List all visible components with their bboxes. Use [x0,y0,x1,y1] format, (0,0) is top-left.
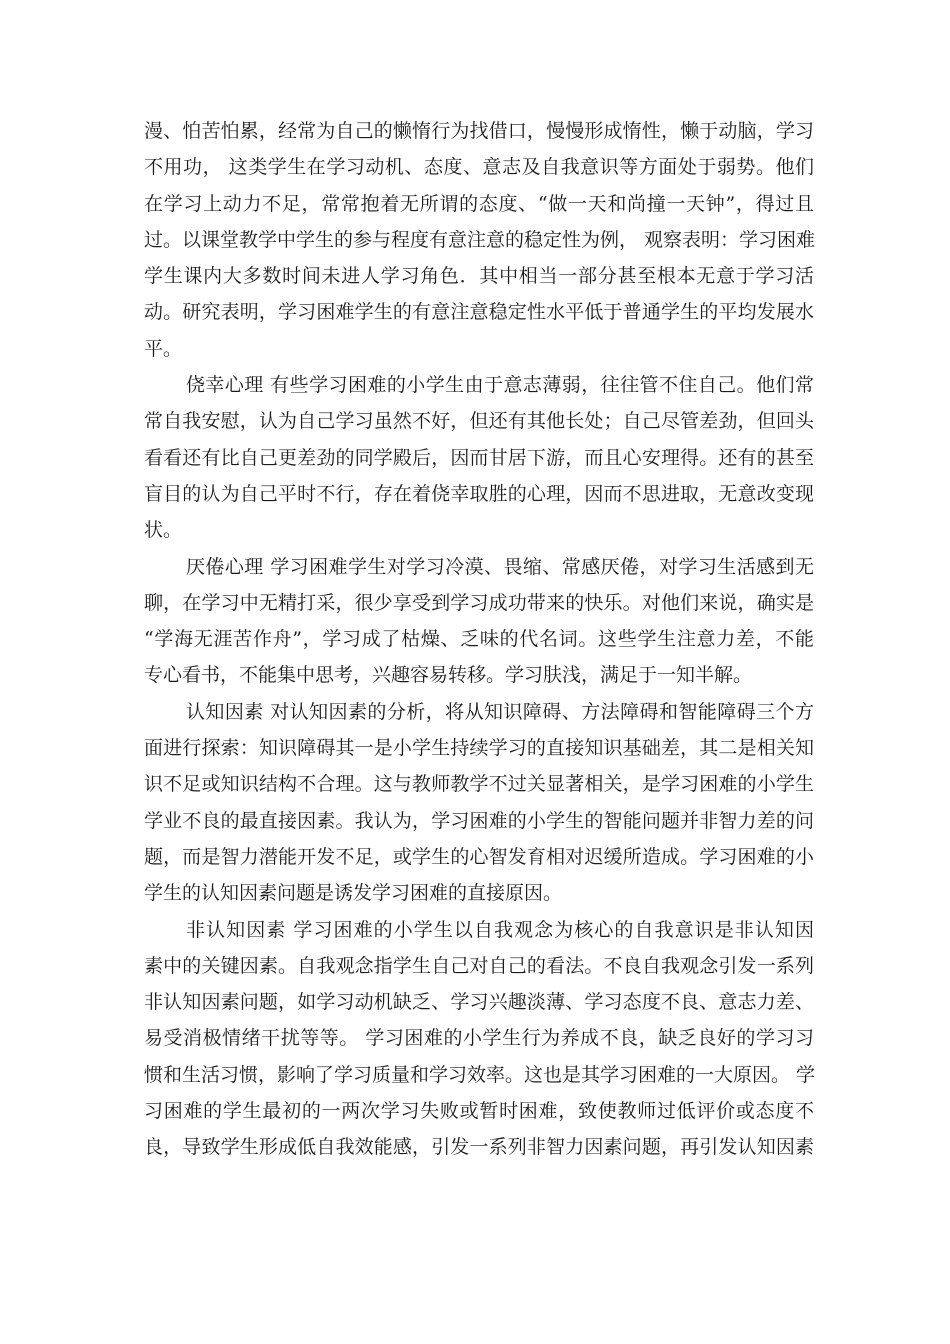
text-line: 厌倦心理 学习困难学生对学习冷漠、畏缩、常感厌倦，对学习生活感到无 [186,555,814,578]
paragraph-non-cognitive-factors [144,912,814,1166]
paragraph-luck-mentality [144,367,814,548]
text-line: 过。以课堂教学中学生的参与程度有意注意的稳定性为例， 观察表明：学习困难 [144,228,816,251]
text-line: 侥幸心理 有些学习困难的小学生由于意志薄弱，往往管不住自己。他们常 [186,374,814,397]
text-line: 认知因素 对认知因素的分析，将从知识障碍、方法障碍和智能障碍三个方 [186,700,814,723]
text-line: 惯和生活习惯，影响了学习质量和学习效率。这也是其学习困难的一大原因。 学 [144,1063,816,1086]
text-line: 面进行探索：知识障碍其一是小学生持续学习的直接知识基础差，其二是相关知 [144,737,814,760]
text-line: 动。研究表明，学习困难学生的有意注意稳定性水平低于普通学生的平均发展水 [144,301,814,324]
text-line: 良，导致学生形成低自我效能感，引发一系列非智力因素问题，再引发认知因素 [144,1136,814,1159]
text-line: 非认知因素 学习困难的小学生以自我观念为核心的自我意识是非认知因 [186,918,814,941]
paragraph-weariness-mentality [144,549,814,694]
text-line: 识不足或知识结构不合理。这与教师教学不过关显著相关，是学习困难的小学生 [144,773,814,796]
text-line: 在学习上动力不足，常常抱着无所谓的态度、“做一天和尚撞一天钟”，得过且 [144,192,814,215]
paragraph-motivation-continued [144,113,814,367]
text-line: 学生的认知因素问题是诱发学习困难的直接原因。 [144,882,563,905]
text-line: 专心看书，不能集中思考，兴趣容易转移。学习肤浅，满足于一知半解。 [144,664,753,687]
text-line: 盲目的认为自己平时不行，存在着侥幸取胜的心理，因而不思进取，无意改变现 [144,482,814,505]
text-line: 漫、怕苦怕累，经常为自己的懒惰行为找借口，慢慢形成惰性，懒于动脑，学习 [144,120,814,142]
text-line: 平。 [144,337,183,360]
body-text [144,113,814,1166]
text-line: 易受消极情绪干扰等等。 学习困难的小学生行为养成不良，缺乏良好的学习习 [144,1027,814,1050]
text-line: “学海无涯苦作舟”，学习成了枯燥、乏味的代名词。这些学生注意力差，不能 [144,628,814,651]
text-line: 不用功， 这类学生在学习动机、态度、意志及自我意识等方面处于弱势。他们 [144,156,814,179]
text-line: 学生课内大多数时间未进人学习角色．其中相当一部分甚至根本无意于学习活 [144,265,814,288]
text-line: 聊，在学习中无精打采，很少享受到学习成功带来的快乐。对他们来说，确实是 [144,591,814,614]
text-line: 素中的关键因素。自我观念指学生自己对自己的看法。不良自我观念引发一系列 [144,954,814,977]
text-line: 习困难的学生最初的一两次学习失败或暂时困难，致使教师过低评价或态度不 [144,1100,814,1123]
text-line: 题，而是智力潜能开发不足，或学生的心智发育相对迟缓所造成。学习困难的小 [144,845,814,868]
text-line: 常自我安慰，认为自己学习虽然不好，但还有其他长处；自己尽管差劲，但回头 [144,410,814,433]
text-line: 状。 [144,519,183,542]
text-line: 看看还有比自己更差劲的同学殿后，因而甘居下游，而且心安理得。还有的甚至 [144,446,814,469]
text-line: 非认知因素问题，如学习动机缺乏、学习兴趣淡薄、学习态度不良、意志力差、 [144,991,814,1014]
text-line: 学业不良的最直接因素。我认为，学习困难的小学生的智能问题并非智力差的问 [144,809,814,832]
paragraph-cognitive-factors [144,694,814,912]
